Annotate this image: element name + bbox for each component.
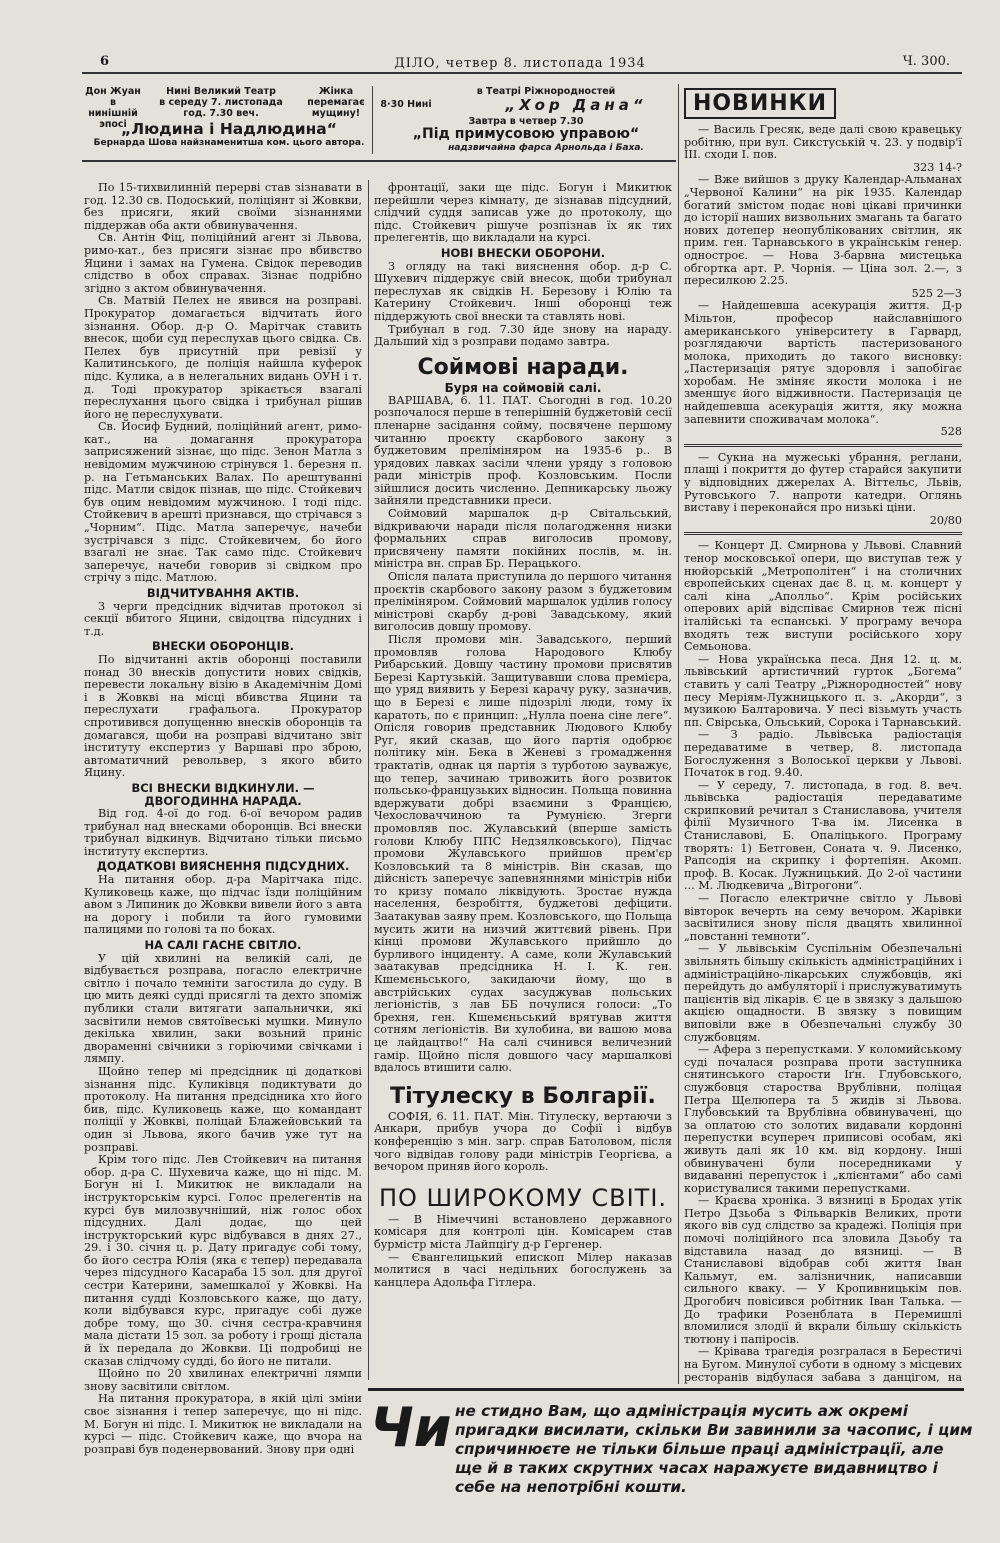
ad-riz-sub: надзвичайна фарса Арнольда і Баха. [448,143,644,153]
paragraph: Трибунал в год. 7.30 йде знову на нараду. Дальший хід з розправи подамо завтра. [374,322,672,349]
paragraph: По 15-тихвилинній перерві став зізнавати в год. 12.30 св. Подоський, поліціянт зі Жовкви, без присяги, який своїми зізнаннями піддержав оба акти обвинувачення. [84,182,362,232]
ad-play-sub: Бернарда Шова найзнаменитша ком. цього автора. [93,138,365,148]
paragraph: Щойно по 20 хвилинах електричні лямпи знову засвітили світлом. [84,1367,362,1393]
ad-theatre-date: в середу 7. листопада [159,97,283,108]
subheading: НОВІ ВНЕСКИ ОБОРОНИ. [440,245,606,260]
ad-code: 525 2—3 [911,286,962,300]
ad-riz-tomorrow: Завтра в четвер 7.30 [468,116,584,127]
news-item: — Сукна на мужеські убрання, реглани, плащі і покриття до футер старайся закупити у відповідних джерелах А. Віттельс, Львів, Рутовського 7. напроти катедри. Оглянь виставу і переконайся про низькі ціни. [684,450,962,515]
ad-riz-time: 8·30 Нині [380,99,432,110]
paragraph: Від год. 4-ої до год. 6-ої вечором радив трибунал над внесками оборонців. Всі внески трибунал відкинув. Відчитано тільки письмо інституту експертиз. [84,807,362,858]
news-heading: НОВИНКИ [684,88,836,119]
notice-text: не стидно Вам, що адміністрація мусить аж окремі пригадки висилати, скільки Ви завинили за часопис, і цим спричинюєте не тільки більше праці адміністрації, але ще й в таких скрутних часах наражуєте видавництво і себе на непотрібні кошти. [455,1402,973,1496]
subhead-sejm: Буря на соймовій салі. [444,380,602,395]
ad-divider [372,86,373,154]
paragraph: На питання обор. д-ра Марітчака підс. Куликовець каже, що підчас їзди поліційним авом з Липиник до Жовкви вивели його з авта на дорогу і побили та його гумовими палицями по голові та по боках. [84,873,362,937]
paragraph: Після промови мін. Завадського, перший промовляв голова Народового Клюбу Рибарський. Довшу частину промови присвятив Березі Картузькій. Защитувавши слова премієра, що уряд виявить у Березі карачу руку, зазначив, що в Березі є лише підозрілі люди, тому їх каратоть, по є принцип: „Нулла поена сіне леге“. Опісля говорив представник Людового Клюбу Руг, який сказав, що його партія одобрює політику мін. Бека в Женеві з громадження трактатів, однак ця партія з турботою зауважує, що тепер, зачинаю тривожить його розвиток польсько-французьких відносин. Польща повинна вдержувати добрі взаємини з Францією, Чехословаччиною та Румунією. Згерги промовляв пос. Жулавський (вперше замість голови Клюбу ППС Недзялковського), Підчас промови Жулавського прийшов прем'єр Козловський та 8 міністрів. Він сказав, що дійсність заперечує запевняннями міністрів ніби то кризу помало ліквідують. Зростає нужда населення, безробіття, буджетові дефіцити. Заатакував заяву прем. Козловського, що Польща мусить жити на низчий життєвий рівень. При кінці промови Жулавського прийшло до бурливого інциденту. А саме, коли Жулавський заатакував предсідника Н. І. К. ген. Кшемєньського, закидаючи йому, що в австрійських судах засуджував польських легіоністів, з лав ББ почулися голоси: „То брехня, ген. Кшемєньський врятував життя сотням легіоністів. Ви хулобина, ви вашою мова це лайдацтво!“ На салі счинився величезний гамір. Щойно після довшого часу маршалкові вдалось втишити салю. [374,633,672,1075]
paragraph: З огляду на такі вияснення обор. д-р С. Шухевич піддержує свій внесок, щоби трибунал переслухав як свідків Н. Березову і Юлію та Катерину Стойкевич. Інші оборонці теж піддержують свої внески та ставлять нові. [374,259,672,323]
news-item: — Краєва хроніка. З вязниці в Бродах утік Петро Дзьоба з Фільварків Великих, проти якого вів суд слідство за крадежі. Поліція при помочі поліційного пса зловила Дзьобу та відставила назад до вязниці. — В Станиславові відобрав собі життя Іван Кальмут, ем. залізничник, написавши сильного кваку. — У Кропивницькім пов. Дрогобич повісився робітник Іван Талька. — До трафики Розенблата в Перемишлі вломилися злодії й вкрали більшу скількість тютюну і папіросів. [684,1194,962,1346]
news-item: — Вже вийшов з друку Календар-Альманах „Червоної Калини“ на рік 1935. Календар богатий змістом подає нові цікаві причинки до історії наших визвольних змагань та багато нових дотепер неопублікованих світлин, як прим. ген. Тарнавського в українськім генер. одностроє. — Нова 3-барвна мистецька обгортка арт. Р. Чорнія. — Ціна зол. 2.—, з пересилкою 2.25. [684,173,962,288]
ad-theatre-time: год. 7.30 веч. [183,108,259,119]
paragraph: Св. Йосиф Будний, поліційний агент, римо-кат., на домагання прокуратора заприсяжений зізнає, що підс. Зенон Матла з невідомим мужчиною стрінувся 1. березня п. р. на Гетьманських Валах. По арештуванні підс. Матли свідок пізнав, що підс. Стойкевич був оцим невідомим мужчиною. І тоді підс. Стойкевич в арешті признався, що стрічався з „Чорним“. Підс. Матла заперечує, начеби зустрічався з підс. Стойкевичем, бо його взагалі не знає. Так само підс. Стойкевич заперечує, начеби говорив зі свідком про стрічу з підс. Матлою. [84,420,362,585]
paragraph: ВАРШАВА, 6. 11. ПАТ. Сьогодні в год. 10.20 розпочалося перше в теперішній буджетовій сесії пленарне засідання сойму, посвячене першому читанню проєкту скарбового закону з буджетовим преліміняром на 1935-6 р.. В урядових лавках засіли члени уряду з головою ради міністрів проф. Козловським. Посли зійшлися досить численно. Депникарську льожу зайняли представники преси. [374,393,672,508]
paragraph: — Євангелицький епископ Мілер наказав молитися в часі недільних богослужень за канцлера Адольфа Гітлера. [374,1250,672,1289]
news-item: — Нова українська песа. Дня 12. ц. м. львівський артистичний гурток „Богема“ ставить у салі Театру „Ріжнородностей“ нову песу Меріям-Лужницького п. з. „Акорди“, з музикою Балтаровича. У песі візьмуть участь пп. Свірська, Ольський, Сорока і Тарнавський. [684,652,962,729]
news-item: — У середу, 7. листопада, в год. 8. веч. львівська радіостація передаватиме скрипковий речитал з Станиславова, учителя філії Музичного Т-ва ім. Лисенка в Станиславові, Б. Опаліцького. Програму творять: 1) Бетговен, Соната ч. 9. Лисенко, Рапсодія на скрипку і фортепіян. Акомп. проф. В. Косак. Лужницький. До 2-ої частини ... М. Людкевича „Вітрогони“. [684,778,962,893]
ad-code: 323 14-? [913,160,962,174]
subheading: НА САЛІ ГАСНЕ СВІТЛО. [144,938,302,953]
news-divider [684,532,962,535]
issue-number: Ч. 300. [902,54,950,69]
ad-don-juan: Дон Жуан в нинішній эпосі [85,86,141,130]
paragraph: Св. Антін Фіц, поліційний агент зі Львова, римо-кат., без присяги зізнає про вбивство Яцини і замах на Гумена. Свідок переводив слідство в обох справах. Зізнає подрібно згідно з актом обвинувачення. [84,231,362,295]
page-header [80,54,960,74]
news-item: — Крівава трагедія розгралася в Берестичі на Бугом. Минулої суботи в одному з місцевих ресторанів відбулася забава з данцігом, на [684,1345,962,1384]
theatre-ad-left [84,86,374,156]
headline-titulescu: Тітулеску в Болгарії. [390,1083,656,1109]
paragraph: Соймовий маршалок д-р Світальський, відкриваючи наради після полагодження низки формальних справ виголосив промову, присвячену памяти покійних послів, м. ін. міністра вн. справ Бр. Перацького. [374,507,672,571]
news-item: — Афера з перепустками. У коломийському суді почалася розправа проти заступника снятинського старости Іґн. Глубовського, службовця староства Врублівни, поліцая Петра Щелюпера та 5 жидів зі Львова. Глубовський та Врублівна обвинувачені, що за оплатою сто золотих видавали кордонні перепустки всупереч приписові особам, які живуть далі як 10 км. від кордону. Інші обвинувачені були посередниками у видаванні перепусток і „клієнтами“ або самі користувалися такими перепустками. [684,1043,962,1195]
news-item: — З радіо. Львівська радіостація передаватиме в четвер, 8. листопада Богослуження з Волоської церкви у Львові. Початок в год. 9.40. [684,728,962,780]
paragraph: Св. Матвій Пелех не явився на розправі. Прокуратор домагається відчитать його зізнання. Обор. д-р О. Марітчак ставить внесок, щоби суд переслухав цього свідка. Св. Пелех був присутній при ревізії у Калитинського, де поліція найшла куферок підс. Кулика, а в нелегальних видань ОУН і т. д. Тоді прокуратор зрікається взагалі переслухання цього свідка і трибунал рішив його не переслухувати. [84,294,362,421]
ad-code: 528 [940,425,962,439]
paragraph: По відчитанні актів оборонці поставили понад 30 внесків допустити нових свідків, перевести локальну візію в Академічнім Домі і в Жовкві на місці вбивства Яцини та переслухати графальога. Прокуратор спротивився допущенню внесків оборонців та домагався, щоби на розправі відчитано звіт інституту експертиз у Варшаві про зброю, автоматичний револьвер, з якого вбито Яцину. [84,652,362,780]
news-item: — Погасло електричне світло у Львові вівторок вечерть на сему вечором. Жарівки засвітилися знову після двацять хвилинної „повстанні темноти“. [684,892,962,943]
headline-sejm: Соймові наради. [417,354,629,380]
masthead-line: ДІЛО, четвер 8. листопада 1934 [394,56,646,71]
header-rule [82,72,962,74]
theatre-ad-right [376,86,676,156]
ad-play-title: „Людина і Надлюдина“ [121,120,337,138]
column-divider [368,180,369,1380]
paragraph: Щойно тепер мі предсідник ці додаткові зізнання підс. Куликівця подиктувати до протоколу. На питання предсідника хто його бив, підс. Куликовець каже, що командант поліції у Жовкві, поліцай Блажейовський та один зі Львова, якого бачив уже тут на розправі. [84,1064,362,1154]
news-item: — Концерт Д. Смирнова у Львові. Славний тенор московської опери, що виступав теж у нюйорській „Метрополітен“ і на столичних європейських сценах дає 8. ц. м. концерт у салі кіна „Аполльо“. Крім російських оперових арій відспіває Смирнов теж пісні італійські та еспанські. У програму вечора входять теж виступи російського хору Семьонова. [684,539,962,654]
subheading: ВСІ ВНЕСКИ ВІДКИНУЛИ. — ДВОГОДИННА НАРАДА. [131,780,315,808]
column-trial-report [84,182,362,1512]
headline-world: ПО ШИРОКОМУ СВІТІ. [378,1183,668,1212]
paragraph: фронтації, заки ще підс. Богун і Микитюк перейшли через кімнату, де зізнавав підсудний, слідчий суддя записав уже до протоколу, що підс. Стойкевич рішуче розпізнав їх як тих прелегентів, що викладали на курсі. [374,182,672,245]
notice-big-word: Чи [370,1396,452,1459]
ad-riz-title: „Хор Дана“ [505,96,647,114]
paragraph: На питання прокуратора, в якій цілі зміни своє зізнання і тепер заперечує, що ні підс. М. Богун ні підс. І. Микитюк не викладали на курсі — підс. Стойкевич каже, що вчора на розправі був поденервований. Знову при одні [84,1392,362,1456]
ad-theatre-block [146,86,296,119]
news-item: — Найдешевша асекурація життя. Д-р Мільтон, професор найславнішого американського університету в Гарвард, розглядаючи вартість пастеризованого молока, приходить до такого висновку: „Пастеризація рятує здоровля і запобігає хоробам. Не зміняє якости молока і не зменшує його відживности. Пастеризація це найдешевша асекурація життя, яку можна запевнити споживачам молока“. [684,299,962,426]
subheading: ВІДЧИТУВАННЯ АКТІВ. [146,586,300,600]
column-divider [678,84,679,1384]
subheading: ВНЕСКИ ОБОРОНЦІВ. [152,639,294,654]
paragraph: Крім того підс. Лев Стойкевич на питання обор. д-ра С. Шухевича каже, що ні підс. М. Богун ні І. Микитюк не викладали на інструкторськім курсі. Голос прелегентів на курсі був милозвучніший, ніж голос обох підсудних. Далі додає, що цей інструкторський курс відбувався в днях 27., 29. і 30. січня ц. р. Дату пригадує собі тому, бо його сестра Юлія (яка є тепер) передавала через підсудного Касараба 15 зол. для другої сестри Катерини, замешкалої у Жовкві. На питання судді Козловського каже, що дату, коли відбувався курс, пригадує собі дуже добре тому, що 30. січня сестра-кравчиня мала дістати 15 зол. за роботу і грощі дістала й їх передала до Жовкви. Ці подробиці не сказав слідчому судді, бо його не питали. [84,1153,362,1368]
news-divider [684,444,962,447]
news-item: — Василь Гресяк, веде далі свою кравецьку робітню, при вул. Сикстуській ч. 23. у подвір'ї III. сходи І. пов. [684,124,962,162]
paragraph: Опісля палата приступила до першого читання проєктів скарбового закону разом з буджетовим преліміняром. Соймовий маршалок уділив голосу міністрові скарбу д-рові Завадському, який виголосив довшу промову. [374,570,672,634]
subheading: ДОДАТКОВІ ВИЯСНЕННЯ ПІДСУДНИХ. [96,859,350,874]
paragraph: У цій хвилині на великій салі, де відбувається розправа, погасло електричне світло і почало темніти загостила до суду. В цю мить деякі судді присяглі та дехто зпоміж публики стали витягати запальнички, які засвітили немов святоївеські мушки. Минуло декілька хвилин, заки возьний приніс двораменні свічники з горіючими свічками і лямпу. [84,951,362,1066]
page-number: 6 [100,54,110,69]
paragraph: — В Німеччині встановлено державного комісаря для контролі цін. Комісарем став бурмістр міста Лайпціґу д-р Гергенер. [374,1212,672,1251]
ad-woman: Жінка перемагає мущину! [307,86,365,119]
paragraph: СОФІЯ, 6. 11. ПАТ. Мін. Тітулеску, вертаючи з Анкари, прибув учора до Софії і відбув конференцію з мін. загр. справ Батоловом, після чого відвідав голову ради міністрів Георгієва, а вечором приняв його король. [374,1109,672,1174]
ad-theatre-name: Нині Великий Театр [166,86,276,97]
ad-riz-play: „Під примусовою управою“ [412,126,640,142]
ad-riz-theatre: в Театрі Ріжнородностей [476,86,616,97]
ads-bottom-rule [82,160,676,162]
column-news [684,124,962,1384]
ad-code: 20/80 [929,513,962,527]
column-politics [374,182,672,1382]
news-item: — У львівськім Суспільнім Обезпечальні звільнять більшу скількість адміністраційних і адміністраційно-лікарських службовців, які перейдуть до амбуляторії і прислужуватимуть пацієнтів від лікарів. Є це в звязку з дальшою акцією ощадности. В звязку з повищим виповіли вже в Обезпечальні службу 30 службовцям. [684,942,962,1044]
paragraph: З черги предсідник відчитав протокол зі секції вбитого Яцини, свідоцтва підсудних і т.д. [84,599,362,638]
